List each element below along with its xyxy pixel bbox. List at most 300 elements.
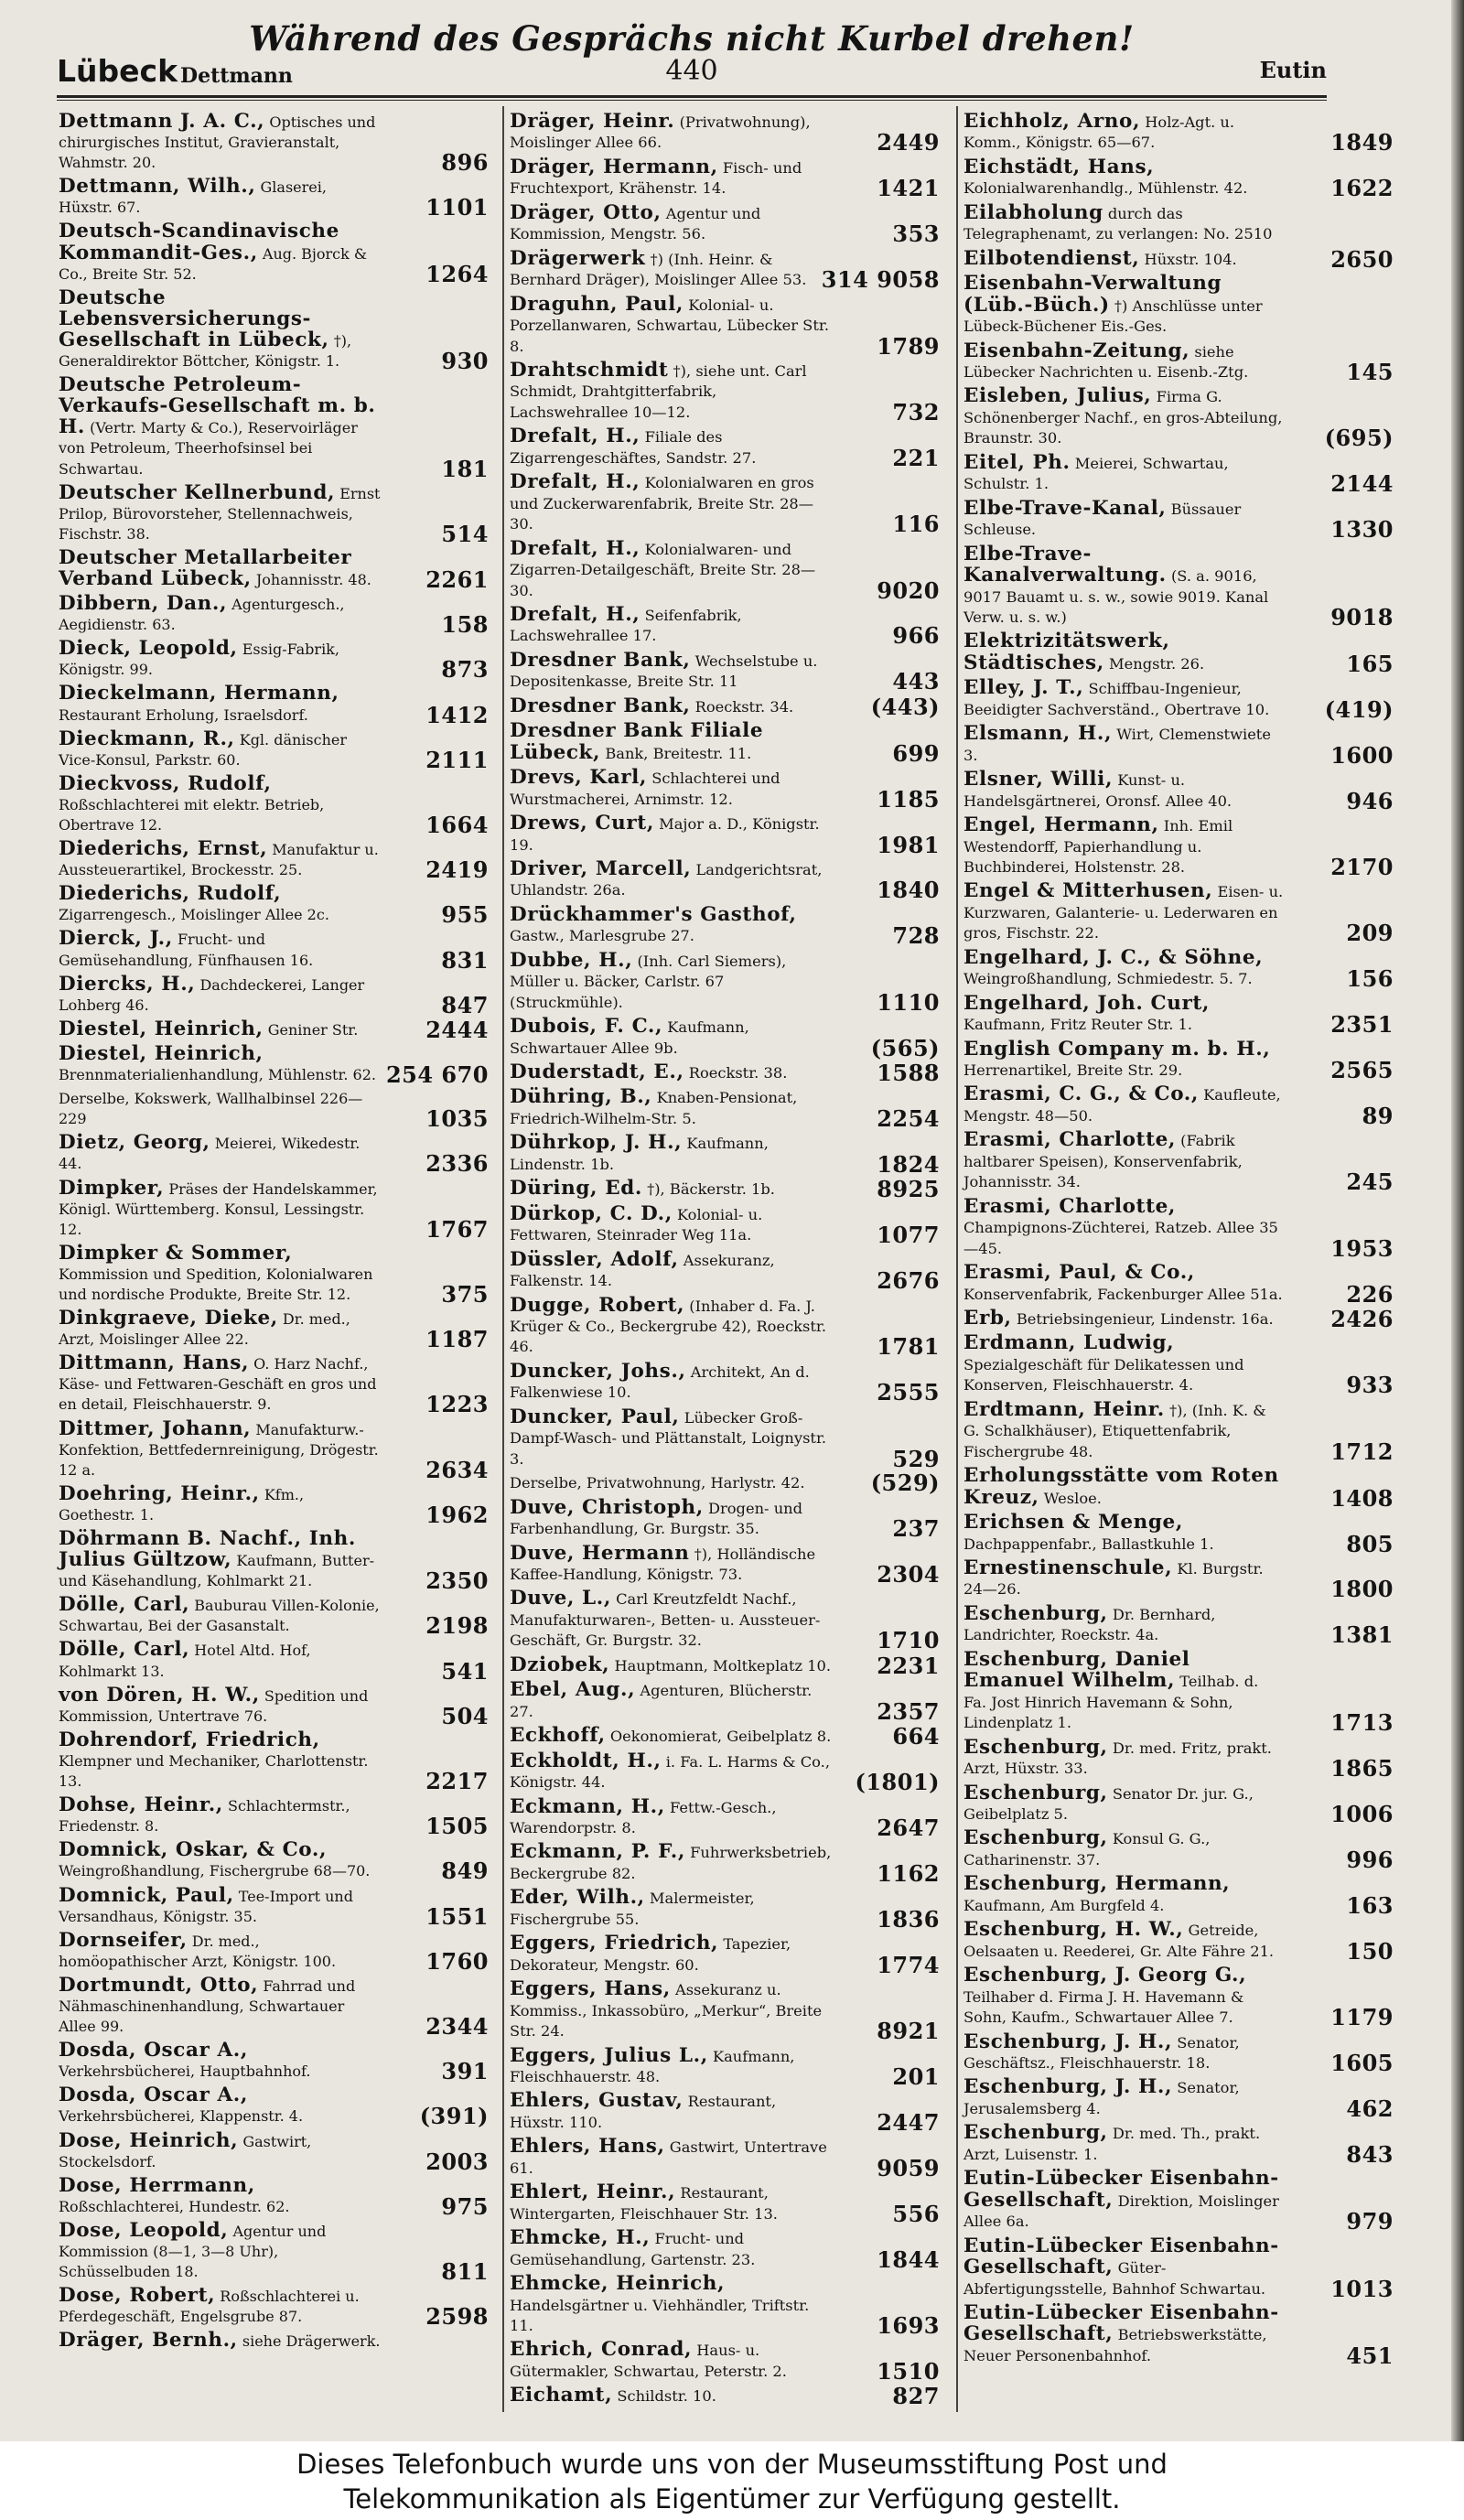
entry-description: Agentur und Kommission (8—1, 3—8 Uhr), Schüsselbuden 18. [59, 2222, 327, 2281]
directory-entry [59, 1016, 489, 1043]
directory-entry [510, 1652, 940, 1679]
entry-phone-number: 2555 [877, 1379, 940, 1406]
footer-line-2: Telekommunikation als Eigentümer zur Verfügung gestellt. [343, 2483, 1121, 2515]
entry-name: Engel & Mitterhusen, [963, 879, 1213, 903]
entry-phone-number: 2565 [1330, 1057, 1394, 1084]
entry-phone-number: 1713 [1330, 1709, 1394, 1737]
directory-entry [963, 2121, 1394, 2168]
entry-name: Eschenburg, Hermann, [963, 1872, 1231, 1896]
entry-description: Betriebswerkstätte, Neuer Personenbahnhof. [963, 2326, 1267, 2364]
entry-phone-number: 165 [1346, 650, 1394, 677]
entry-phone-number: 873 [441, 656, 489, 684]
directory-entry [510, 200, 940, 248]
directory-entry [59, 927, 489, 974]
entry-phone-number: 1664 [425, 812, 489, 838]
entry-phone-number: 1836 [877, 1905, 940, 1933]
directory-entry [510, 813, 940, 856]
directory-entry [510, 246, 940, 294]
entry-description: Architekt, An d. Falkenwiese 10. [510, 1362, 810, 1402]
entry-phone-number: 1077 [877, 1222, 940, 1249]
entry-phone-number: 541 [441, 1657, 489, 1685]
directory-entry [59, 837, 489, 884]
directory-entry [510, 1794, 940, 1841]
directory-entry [963, 245, 1394, 273]
entry-description: Haus- u. Gütermakler, Schwartau, Peterstr. 2. [510, 2342, 787, 2380]
entry-name: Dose, Heinrich, [59, 2128, 239, 2152]
entry-phone-number: 556 [892, 2200, 940, 2227]
entry-phone-number: 9020 [877, 576, 940, 604]
header-rule-bottom [57, 100, 1327, 101]
entry-phone-number: 2254 [877, 1104, 940, 1132]
entry-name: Erb, [963, 1307, 1012, 1330]
directory-entry [59, 1089, 489, 1133]
entry-phone-number: 2676 [877, 1267, 940, 1295]
directory-entry [963, 1783, 1394, 1825]
directory-entry [510, 536, 940, 604]
entry-name: Ehlers, Hans, [510, 2135, 665, 2159]
entry-phone-number: 209 [1346, 920, 1394, 947]
entry-phone-number: 181 [441, 455, 489, 482]
entry-phone-number: 9059 [877, 2154, 940, 2181]
entry-name: Dornseifer, [59, 1928, 188, 1952]
entry-description: Schlachtermstr., Friedenstr. 8. [59, 1797, 350, 1836]
directory-entry [963, 1735, 1394, 1782]
entry-name: Duncker, Paul, [510, 1405, 680, 1428]
entry-description: †) Anschlüsse unter Lübeck-Büchener Eis.-Ges. [963, 296, 1263, 336]
entry-name: Eschenburg, [963, 2121, 1108, 2145]
entry-name: Eggers, Friedrich, [510, 1932, 719, 1955]
directory-entry [963, 630, 1394, 677]
entry-description: Kl. Burgstr. 24—26. [963, 1560, 1264, 1599]
entry-description: Kgl. dänischer Vice-Konsul, Parkstr. 60. [59, 730, 348, 769]
directory-entry [59, 1307, 489, 1353]
entry-phone-number: 1767 [425, 1215, 489, 1243]
entry-description: (Vertr. Marty & Co.), Reservoirläger von Petroleum, Theerhofsinsel bei Schwartau. [59, 419, 358, 478]
entry-name: Diestel, Heinrich, [59, 1041, 264, 1065]
entry-name: Düssler, Adolf, [510, 1247, 679, 1271]
entry-description: Kaufmann, Butter- und Käsehandlung, Kohlmarkt 21. [59, 1552, 374, 1590]
directory-entry [510, 1840, 940, 1887]
entry-name: Dettmann J. A. C., [59, 110, 265, 133]
directory-entry [963, 341, 1394, 383]
entry-description: Dr. med., Arzt, Moislinger Allee 22. [59, 1310, 350, 1349]
entry-description: Senator, Jerusalemsberg 4. [963, 2079, 1240, 2117]
entry-description: Kolonialwarenhandlg., Mühlenstr. 42. [963, 179, 1248, 198]
entry-description: Fahrrad und Nähmaschinenhandlung, Schwartauer Allee 99. [59, 1976, 356, 2036]
entry-name: English Company m. b. H., [963, 1037, 1271, 1061]
entry-phone-number: 1774 [877, 1951, 940, 1978]
entry-description: (Inhaber d. Fa. J. Krüger & Co., Beckergrube 42), Roeckstr. 46. [510, 1297, 827, 1356]
entry-phone-number: 1588 [877, 1060, 940, 1087]
entry-phone-number: 930 [441, 348, 489, 375]
directory-entry [59, 1131, 489, 1178]
directory-entry [59, 1685, 489, 1727]
directory-entry [510, 470, 940, 538]
entry-description: Teilhab. d. Fa. Jost Hinrich Havemann & Sohn, Lindenplatz 1. [963, 1673, 1259, 1732]
entry-name: Doehring, Heinr., [59, 1481, 260, 1505]
entry-name: Dose, Robert, [59, 2284, 216, 2308]
entry-name: Eder, Wilh., [510, 1886, 645, 1910]
entry-description: Senator Dr. jur. G., Geibelplatz 5. [963, 1784, 1254, 1823]
directory-entry [963, 496, 1394, 544]
entry-phone-number: 1710 [877, 1627, 940, 1654]
entry-phone-number: 145 [1346, 358, 1394, 385]
entry-name: Dimpker, [59, 1176, 165, 1200]
entry-phone-number: 1162 [877, 1859, 940, 1887]
entry-description: Wechselstube u. Depositenkasse, Breite Str. 11 [510, 652, 818, 691]
entry-phone-number: 1693 [877, 2311, 940, 2339]
entry-description: Fuhrwerksbetrieb, Beckergrube 82. [510, 1844, 832, 1882]
entry-name: Engelhard, Joh. Curt, [963, 991, 1210, 1015]
directory-entry [59, 1728, 489, 1795]
header-rule-top [57, 95, 1327, 98]
entry-phone-number: 8925 [877, 1176, 940, 1203]
entry-name: Deutscher Kellnerbund, [59, 480, 336, 504]
entry-phone-number: 2449 [877, 129, 940, 156]
directory-entry [510, 1201, 940, 1249]
entry-phone-number: 9018 [1330, 603, 1394, 630]
entry-description: Spezialgeschäft für Delikatessen und Konserven, Fleischhauerstr. 4. [963, 1355, 1244, 1395]
entry-phone-number: 849 [441, 1858, 489, 1885]
entry-description: Gastwirt, Stockelsdorf. [59, 2132, 312, 2170]
entry-phone-number: 529 [892, 1445, 940, 1472]
entry-description: Weingroßhandlung, Schmiedestr. 5. 7. [963, 970, 1253, 988]
entry-description: Roeckstr. 34. [694, 697, 794, 716]
entry-phone-number: 2217 [425, 1768, 489, 1795]
entry-phone-number: 116 [892, 511, 940, 538]
directory-entry [59, 480, 489, 547]
directory-entry [963, 1194, 1394, 1262]
entry-phone-number: 8921 [877, 2018, 940, 2045]
entry-name: Diederichs, Ernst, [59, 837, 268, 861]
entry-description: Kolonial- u. Fettwaren, Steinrader Weg 11a. [510, 1205, 763, 1244]
entry-name: Eichholz, Arno, [963, 110, 1141, 133]
entry-name: Driver, Marcell, [510, 856, 692, 880]
directory-entry [963, 1872, 1394, 1919]
entry-name: Duncker, Johs., [510, 1359, 686, 1383]
entry-phone-number: 1865 [1330, 1755, 1394, 1782]
entry-description: Konsul G. G., Catharinenstr. 37. [963, 1830, 1211, 1868]
entry-name: Eutin-Lübecker Eisenbahn-Gesellschaft, [963, 2167, 1279, 2212]
entry-description: Tee-Import und Versandhaus, Königstr. 35. [59, 1887, 353, 1925]
entry-phone-number: 391 [441, 2058, 489, 2085]
entry-name: Dubbe, H., [510, 948, 633, 972]
entry-phone-number: 1800 [1330, 1576, 1394, 1603]
entry-phone-number: 2444 [425, 1016, 489, 1043]
entry-phone-number: (1801) [855, 1769, 940, 1796]
entry-name: Dietz, Georg, [59, 1131, 210, 1155]
entry-description: Büssauer Schleuse. [963, 500, 1242, 539]
entry-phone-number: 163 [1346, 1891, 1394, 1919]
entry-phone-number: 955 [441, 901, 489, 929]
directory-entry [510, 1470, 940, 1497]
entry-name: Eutin-Lübecker Eisenbahn-Gesellschaft, [963, 2300, 1279, 2346]
entry-phone-number: 1981 [877, 831, 940, 858]
entry-name: Eschenburg, [963, 1735, 1108, 1759]
directory-entry [59, 1041, 489, 1089]
entry-phone-number: 843 [1346, 2140, 1394, 2168]
entry-phone-number: (443) [870, 693, 940, 720]
directory-entry [59, 220, 489, 287]
page-edge-shadow [1451, 0, 1464, 2441]
entry-name: Dimpker & Sommer, [59, 1241, 293, 1265]
directory-entry [510, 602, 940, 650]
directory-entry [59, 1928, 489, 1975]
directory-entry [59, 2173, 489, 2220]
directory-entry [510, 1131, 940, 1178]
entry-description: Roßschlachterei u. Pferdegeschäft, Engelsgrube 87. [59, 2288, 360, 2326]
entry-description: Mengstr. 26. [1109, 654, 1205, 673]
entry-description: Dr. Bernhard, Landrichter, Roeckstr. 4a. [963, 1605, 1216, 1644]
entry-name: von Dören, H. W., [59, 1683, 260, 1707]
entry-name: Dräger, Bernh., [59, 2329, 238, 2353]
directory-entry [510, 1933, 940, 1976]
entry-phone-number: 1622 [1330, 175, 1394, 202]
directory-entry [510, 948, 940, 1016]
entry-name: Dohse, Heinr., [59, 1793, 223, 1817]
entry-description: Kaufmann, Am Burgfeld 4. [963, 1896, 1165, 1914]
directory-entry [963, 1556, 1394, 1603]
directory-entry [59, 110, 489, 177]
directory-entry [59, 682, 489, 728]
entry-description: Restaurant, Hüxstr. 110. [510, 2093, 777, 2131]
entry-description: siehe Drägerwerk. [242, 2332, 381, 2351]
directory-entry [510, 856, 940, 904]
directory-entry [963, 384, 1394, 452]
entry-description: Schildstr. 10. [617, 2387, 716, 2406]
entry-phone-number: 2598 [425, 2303, 489, 2331]
directory-entry [59, 2039, 489, 2085]
entry-name: Dühring, B., [510, 1085, 652, 1109]
entry-name: Dierck, J., [59, 927, 173, 951]
entry-name: Dortmundt, Otto, [59, 1973, 259, 1997]
entry-description: Bank, Breitestr. 11. [605, 744, 752, 762]
directory-entry [963, 1647, 1394, 1737]
entry-phone-number: 2447 [877, 2108, 940, 2136]
directory-entry [510, 2383, 940, 2410]
directory-entry [510, 292, 940, 360]
entry-phone-number: 1035 [425, 1105, 489, 1133]
entry-description: Agenturgesch., Aegidienstr. 63. [59, 596, 345, 634]
entry-phone-number: 221 [892, 444, 940, 471]
entry-name: Eschenburg, H. W., [963, 1918, 1184, 1942]
directory-entry [510, 1085, 940, 1132]
directory-entry [59, 972, 489, 1018]
directory-entry [963, 1306, 1394, 1333]
directory-entry [963, 2167, 1394, 2235]
entry-phone-number: 156 [1346, 965, 1394, 993]
entry-description: Konservenfabrik, Fackenburger Allee 51a. [963, 1285, 1283, 1303]
column-divider [502, 106, 504, 2412]
entry-phone-number: 2634 [425, 1456, 489, 1483]
entry-phone-number: 1953 [1330, 1234, 1394, 1262]
entry-description: Kaufmann, Lindenstr. 1b. [510, 1135, 769, 1173]
directory-entry [510, 1495, 940, 1543]
entry-phone-number: 1179 [1330, 2004, 1394, 2031]
entry-phone-number: 1185 [877, 785, 940, 813]
entry-name: Eckmann, H., [510, 1794, 665, 1818]
entry-description: Dachpappenfabr., Ballastkuhle 1. [963, 1535, 1214, 1553]
entry-description: (Inh. Carl Siemers), Müller u. Bäcker, Carlstr. 67 (Struckmühle). [510, 952, 787, 1011]
directory-entry [59, 2218, 489, 2286]
entry-phone-number: 933 [1346, 1372, 1394, 1399]
entry-name: Eisenbahn-Zeitung, [963, 339, 1190, 362]
entry-description: Verkehrsbücherei, Hauptbahnhof. [59, 2062, 311, 2081]
directory-entry [510, 719, 940, 767]
entry-description: Verkehrsbücherei, Klappenstr. 4. [59, 2107, 304, 2126]
entry-phone-number: 2144 [1330, 470, 1394, 498]
entry-phone-number: 1505 [425, 1813, 489, 1840]
directory-entry [963, 2300, 1394, 2369]
directory-entry [963, 945, 1394, 993]
entry-phone-number: 2350 [425, 1567, 489, 1595]
directory-entry [963, 1397, 1394, 1465]
entry-name: Elektrizitätswerk, Städtisches, [963, 630, 1170, 674]
entry-description: Herrenartikel, Breite Str. 29. [963, 1061, 1183, 1080]
directory-entry [510, 2226, 940, 2273]
entry-name: Ebel, Aug., [510, 1678, 636, 1702]
entry-description: †), (Inh. K. & G. Schalkhäuser), Etiquettenfabrik, Fischergrube 48. [963, 1401, 1266, 1460]
entry-name: Dosda, Oscar A., [59, 2039, 248, 2062]
directory-entry [510, 1293, 940, 1361]
directory-entry [59, 545, 489, 593]
directory-entry [963, 112, 1394, 154]
entry-name: Domnick, Paul, [59, 1883, 234, 1907]
directory-entry [510, 1060, 940, 1087]
entry-phone-number: 946 [1346, 787, 1394, 814]
entry-phone-number: 827 [892, 2383, 940, 2410]
entry-name: Eschenburg, Daniel Emanuel Wilhelm, [963, 1647, 1190, 1693]
entry-phone-number: 1264 [425, 260, 489, 287]
directory-entry [510, 1247, 940, 1295]
entry-phone-number: 1013 [1330, 2275, 1394, 2302]
entry-phone-number: 1849 [1330, 129, 1394, 156]
entry-description: Gastw., Marlesgrube 27. [510, 927, 694, 945]
entry-name: Eitel, Ph. [963, 450, 1071, 474]
entry-phone-number: 254 670 [385, 1061, 489, 1089]
entry-name: Erasmi, Paul, & Co., [963, 1261, 1195, 1285]
entry-description: Eisen- u. Kurzwaren, Galanterie- u. Lederwaren en gros, Fischstr. 22. [963, 883, 1284, 942]
entry-name: Engel, Hermann, [963, 813, 1159, 837]
entry-name: Draguhn, Paul, [510, 292, 684, 316]
entry-name: Elley, J. T., [963, 676, 1084, 700]
entry-phone-number: 89 [1362, 1102, 1394, 1129]
entry-phone-number: 847 [441, 991, 489, 1018]
entry-phone-number: 1600 [1330, 741, 1394, 769]
entry-name: Eckhoff, [510, 1724, 606, 1748]
directory-entry [59, 1481, 489, 1528]
header-last-name: Eutin [1259, 57, 1327, 83]
entry-description: Dachdeckerei, Langer Lohberg 46. [59, 975, 365, 1014]
directory-entry [510, 2272, 940, 2339]
directory-entry [510, 1723, 940, 1750]
directory-entry [963, 1082, 1394, 1129]
directory-entry [963, 1513, 1394, 1555]
entry-description: Agenturen, Blücherstr. 27. [510, 1682, 813, 1720]
directory-entry [59, 1838, 489, 1885]
entry-name: Deutsch-Scandinavische Kommandit-Ges., [59, 220, 339, 264]
directory-entry [59, 2084, 489, 2130]
entry-name: Dinkgraeve, Dieke, [59, 1307, 278, 1330]
entry-description: Drogen- und Farbenhandlung, Gr. Burgstr. 35. [510, 1499, 803, 1538]
entry-name: Dibbern, Dan., [59, 592, 228, 616]
directory-entry [59, 2128, 489, 2175]
entry-name: Deutscher Metallarbeiter Verband Lübeck, [59, 545, 352, 590]
entry-description: Teilhaber d. Firma J. H. Havemann & Sohn, Kaufm., Schwartauer Allee 7. [963, 1987, 1244, 2027]
entry-description: Tapezier, Dekorateur, Mengstr. 60. [510, 1935, 791, 1974]
directory-entry [963, 879, 1394, 947]
directory-entry [59, 1638, 489, 1685]
entry-phone-number: 514 [441, 520, 489, 547]
entry-name: Drefalt, H., [510, 536, 640, 560]
entry-description: Optisches und chirurgisches Institut, Gravieranstalt, Wahmstr. 20. [59, 113, 376, 172]
entry-description: siehe Lübecker Nachrichten u. Eisenb.-Ztg. [963, 342, 1249, 381]
entry-description: Betriebsingenieur, Lindenstr. 16a. [1016, 1310, 1274, 1329]
directory-entry [59, 373, 489, 482]
directory-entry [963, 544, 1394, 629]
directory-column-3 [963, 112, 1394, 2370]
entry-description: Derselbe, Privatwohnung, Harlystr. 42. [510, 1474, 805, 1492]
directory-entry [59, 1527, 489, 1595]
directory-entry [59, 175, 489, 221]
entry-name: Eckholdt, H., [510, 1749, 662, 1772]
directory-entry [963, 2032, 1394, 2074]
directory-entry [510, 1678, 940, 1725]
entry-phone-number: (529) [870, 1470, 940, 1497]
entry-description: Landgerichtsrat, Uhlandstr. 26a. [510, 860, 823, 899]
entry-phone-number: 805 [1346, 1530, 1394, 1557]
entry-phone-number: 996 [1346, 1846, 1394, 1873]
entry-name: Drückhammer's Gasthof, [510, 902, 797, 926]
entry-description: Holz-Agt. u. Komm., Königstr. 65—67. [963, 113, 1235, 152]
entry-name: Eichamt, [510, 2384, 613, 2407]
entry-name: Ehmcke, H., [510, 2226, 651, 2250]
entry-name: Engelhard, J. C., & Söhne, [963, 945, 1264, 969]
entry-phone-number: 979 [1346, 2208, 1394, 2235]
directory-entry [59, 1416, 489, 1483]
entry-description: Carl Kreutzfeldt Nachf., Manufakturwaren-, Betten- u. Aussteuer-Geschäft, Gr. Burgstr. 32. [510, 1590, 821, 1650]
entry-description: Hauptmann, Moltkeplatz 10. [614, 1656, 832, 1675]
entry-name: Elbe-Trave-Kanal, [963, 496, 1167, 520]
entry-description: Kfm., Goethestr. 1. [59, 1485, 305, 1524]
entry-name: Eschenburg, J. H., [963, 2030, 1173, 2053]
entry-phone-number: 1101 [425, 194, 489, 221]
entry-description: Kunst- u. Handelsgärtnerei, Oronsf. Allee 40. [963, 771, 1233, 810]
entry-phone-number: 2336 [425, 1150, 489, 1178]
directory-entry [59, 1883, 489, 1930]
directory-entry [963, 676, 1394, 723]
entry-phone-number: 462 [1346, 2095, 1394, 2122]
entry-name: Diestel, Heinrich, [59, 1017, 264, 1040]
entry-name: Ehmcke, Heinrich, [510, 2272, 726, 2296]
directory-entry [963, 1331, 1394, 1399]
entry-name: Drews, Curt, [510, 812, 654, 835]
entry-phone-number: 831 [441, 946, 489, 974]
directory-entry [963, 200, 1394, 245]
entry-name: Dugge, Robert, [510, 1293, 685, 1317]
entry-name: Dölle, Carl, [59, 1593, 190, 1617]
entry-phone-number: 2304 [877, 1561, 940, 1588]
entry-name: Duve, L., [510, 1587, 611, 1610]
entry-phone-number: 504 [441, 1702, 489, 1729]
entry-name: Drefalt, H., [510, 425, 640, 448]
entry-description: Schiffbau-Ingenieur, Beeidigter Sachverständ., Obertrave 10. [963, 680, 1270, 718]
entry-description: (S. a. 9016, 9017 Bauamt u. s. w., sowie 9019. Kanal Verw. u. s. w.) [963, 567, 1269, 626]
entry-phone-number: 2647 [877, 1814, 940, 1841]
entry-name: Düring, Ed. [510, 1177, 642, 1201]
entry-phone-number: 353 [892, 221, 940, 248]
directory-entry [59, 285, 489, 375]
